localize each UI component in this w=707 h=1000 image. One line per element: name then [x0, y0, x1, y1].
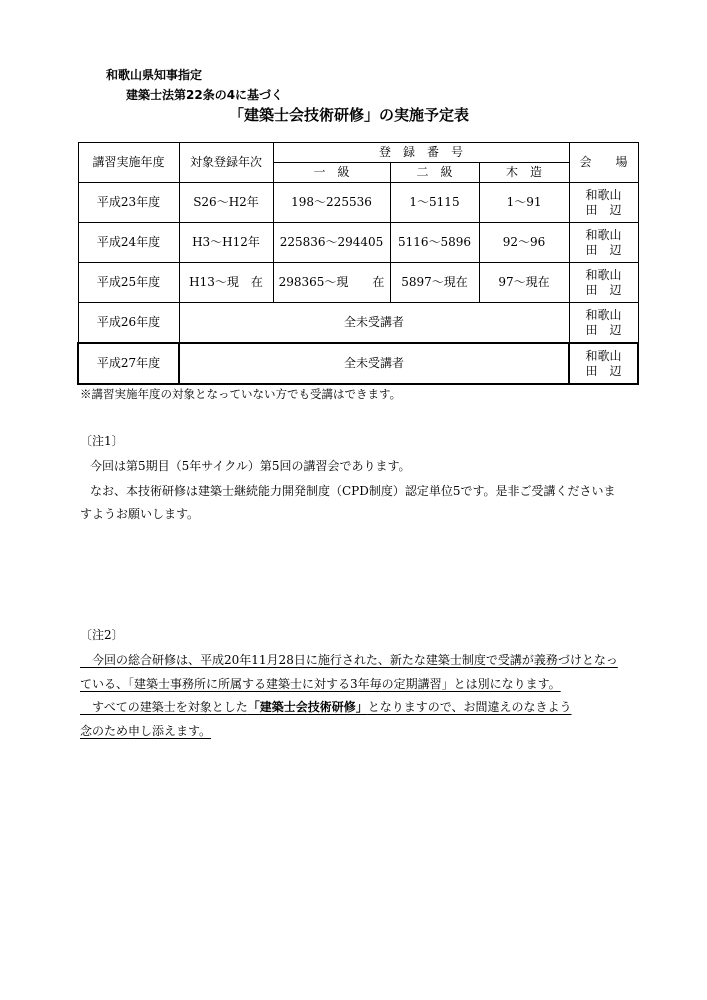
venue-tanabe: 田 辺: [585, 202, 622, 217]
note2-line3-post: となりますので、お間違えのなきよう: [367, 700, 572, 714]
venue-wakayama: 和歌山: [585, 267, 622, 282]
note2-line: [80, 698, 572, 715]
venue-tanabe: 田 辺: [585, 363, 622, 378]
schedule-table: [77, 142, 639, 385]
row-venue: [569, 223, 638, 263]
note1-heading: 〔注1〕: [80, 434, 124, 448]
header-second-class: 二 級: [390, 163, 479, 183]
row-wood: 92〜96: [479, 223, 569, 263]
table-row: [78, 303, 638, 344]
venue-wakayama: 和歌山: [585, 227, 622, 242]
table-footnote: ※講習実施年度の対象となっていない方でも受講はできます。: [80, 387, 402, 401]
table-row: [78, 263, 638, 303]
row-first: 225836〜294405: [273, 223, 390, 263]
row-year: 平成27年度: [78, 343, 179, 384]
row-second: 5897〜現在: [390, 263, 479, 303]
row-year: 平成23年度: [78, 183, 179, 223]
note2-line3-pre: すべての建築士を対象とした: [92, 700, 248, 714]
note1-line: 今回は第5期目（5年サイクル）第5回の講習会であります。: [90, 459, 411, 473]
note2-line: [80, 651, 618, 668]
row-second: 1〜5115: [390, 183, 479, 223]
note2-line1-text: 今回の総合研修は、平成20年11月28日に施行された、新たな建築士制度で受講が義務づけとなっ: [92, 653, 618, 667]
note2-heading: 〔注2〕: [80, 628, 124, 642]
row-all-unattended: 全未受講者: [179, 343, 569, 384]
venue-tanabe: 田 辺: [585, 242, 622, 257]
table-row: [78, 223, 638, 263]
row-target: H3〜H12年: [179, 223, 273, 263]
row-venue: [569, 183, 638, 223]
row-venue: [569, 343, 638, 384]
header-first-class: 一 級: [273, 163, 390, 183]
venue-tanabe: 田 辺: [585, 282, 622, 297]
header-wood: 木 造: [479, 163, 569, 183]
venue-wakayama: 和歌山: [585, 307, 622, 322]
note1-line: なお、本技術研修は建築士継続能力開発制度（CPD制度）認定単位5です。是非ご受講くださいま: [90, 484, 616, 498]
table-row: [78, 183, 638, 223]
row-wood: 97〜現在: [479, 263, 569, 303]
header-year: 講習実施年度: [78, 143, 179, 183]
note2-line: 念のため申し添えます。: [80, 724, 212, 738]
row-venue: [569, 263, 638, 303]
header-legal-basis: 建築士法第22条の4に基づく: [126, 88, 284, 102]
header-registration-number: 登 録 番 号: [273, 143, 569, 163]
venue-wakayama: 和歌山: [585, 348, 622, 363]
row-all-unattended: 全未受講者: [179, 303, 569, 344]
header-designation: 和歌山県知事指定: [106, 68, 203, 82]
note2-line: ている、「建築士事務所に所属する建築士に対する3年毎の定期講習」とは別になります。: [80, 677, 561, 691]
header-target: 対象登録年次: [179, 143, 273, 183]
row-year: 平成26年度: [78, 303, 179, 344]
row-first: 298365〜現 在: [273, 263, 390, 303]
row-year: 平成24年度: [78, 223, 179, 263]
venue-wakayama: 和歌山: [585, 187, 622, 202]
table-row-current: [78, 343, 638, 384]
row-wood: 1〜91: [479, 183, 569, 223]
row-target: H13〜現 在: [179, 263, 273, 303]
header-venue: 会 場: [569, 143, 638, 183]
table-header-row: [78, 143, 638, 163]
row-target: S26〜H2年: [179, 183, 273, 223]
row-year: 平成25年度: [78, 263, 179, 303]
row-second: 5116〜5896: [390, 223, 479, 263]
page-title: 「建築士会技術研修」の実施予定表: [229, 106, 470, 124]
note1-line: すようお願いします。: [80, 507, 200, 521]
venue-tanabe: 田 辺: [585, 322, 622, 337]
row-venue: [569, 303, 638, 344]
row-first: 198〜225536: [273, 183, 390, 223]
note2-line3-emphasis: 「建築士会技術研修」: [247, 700, 368, 714]
